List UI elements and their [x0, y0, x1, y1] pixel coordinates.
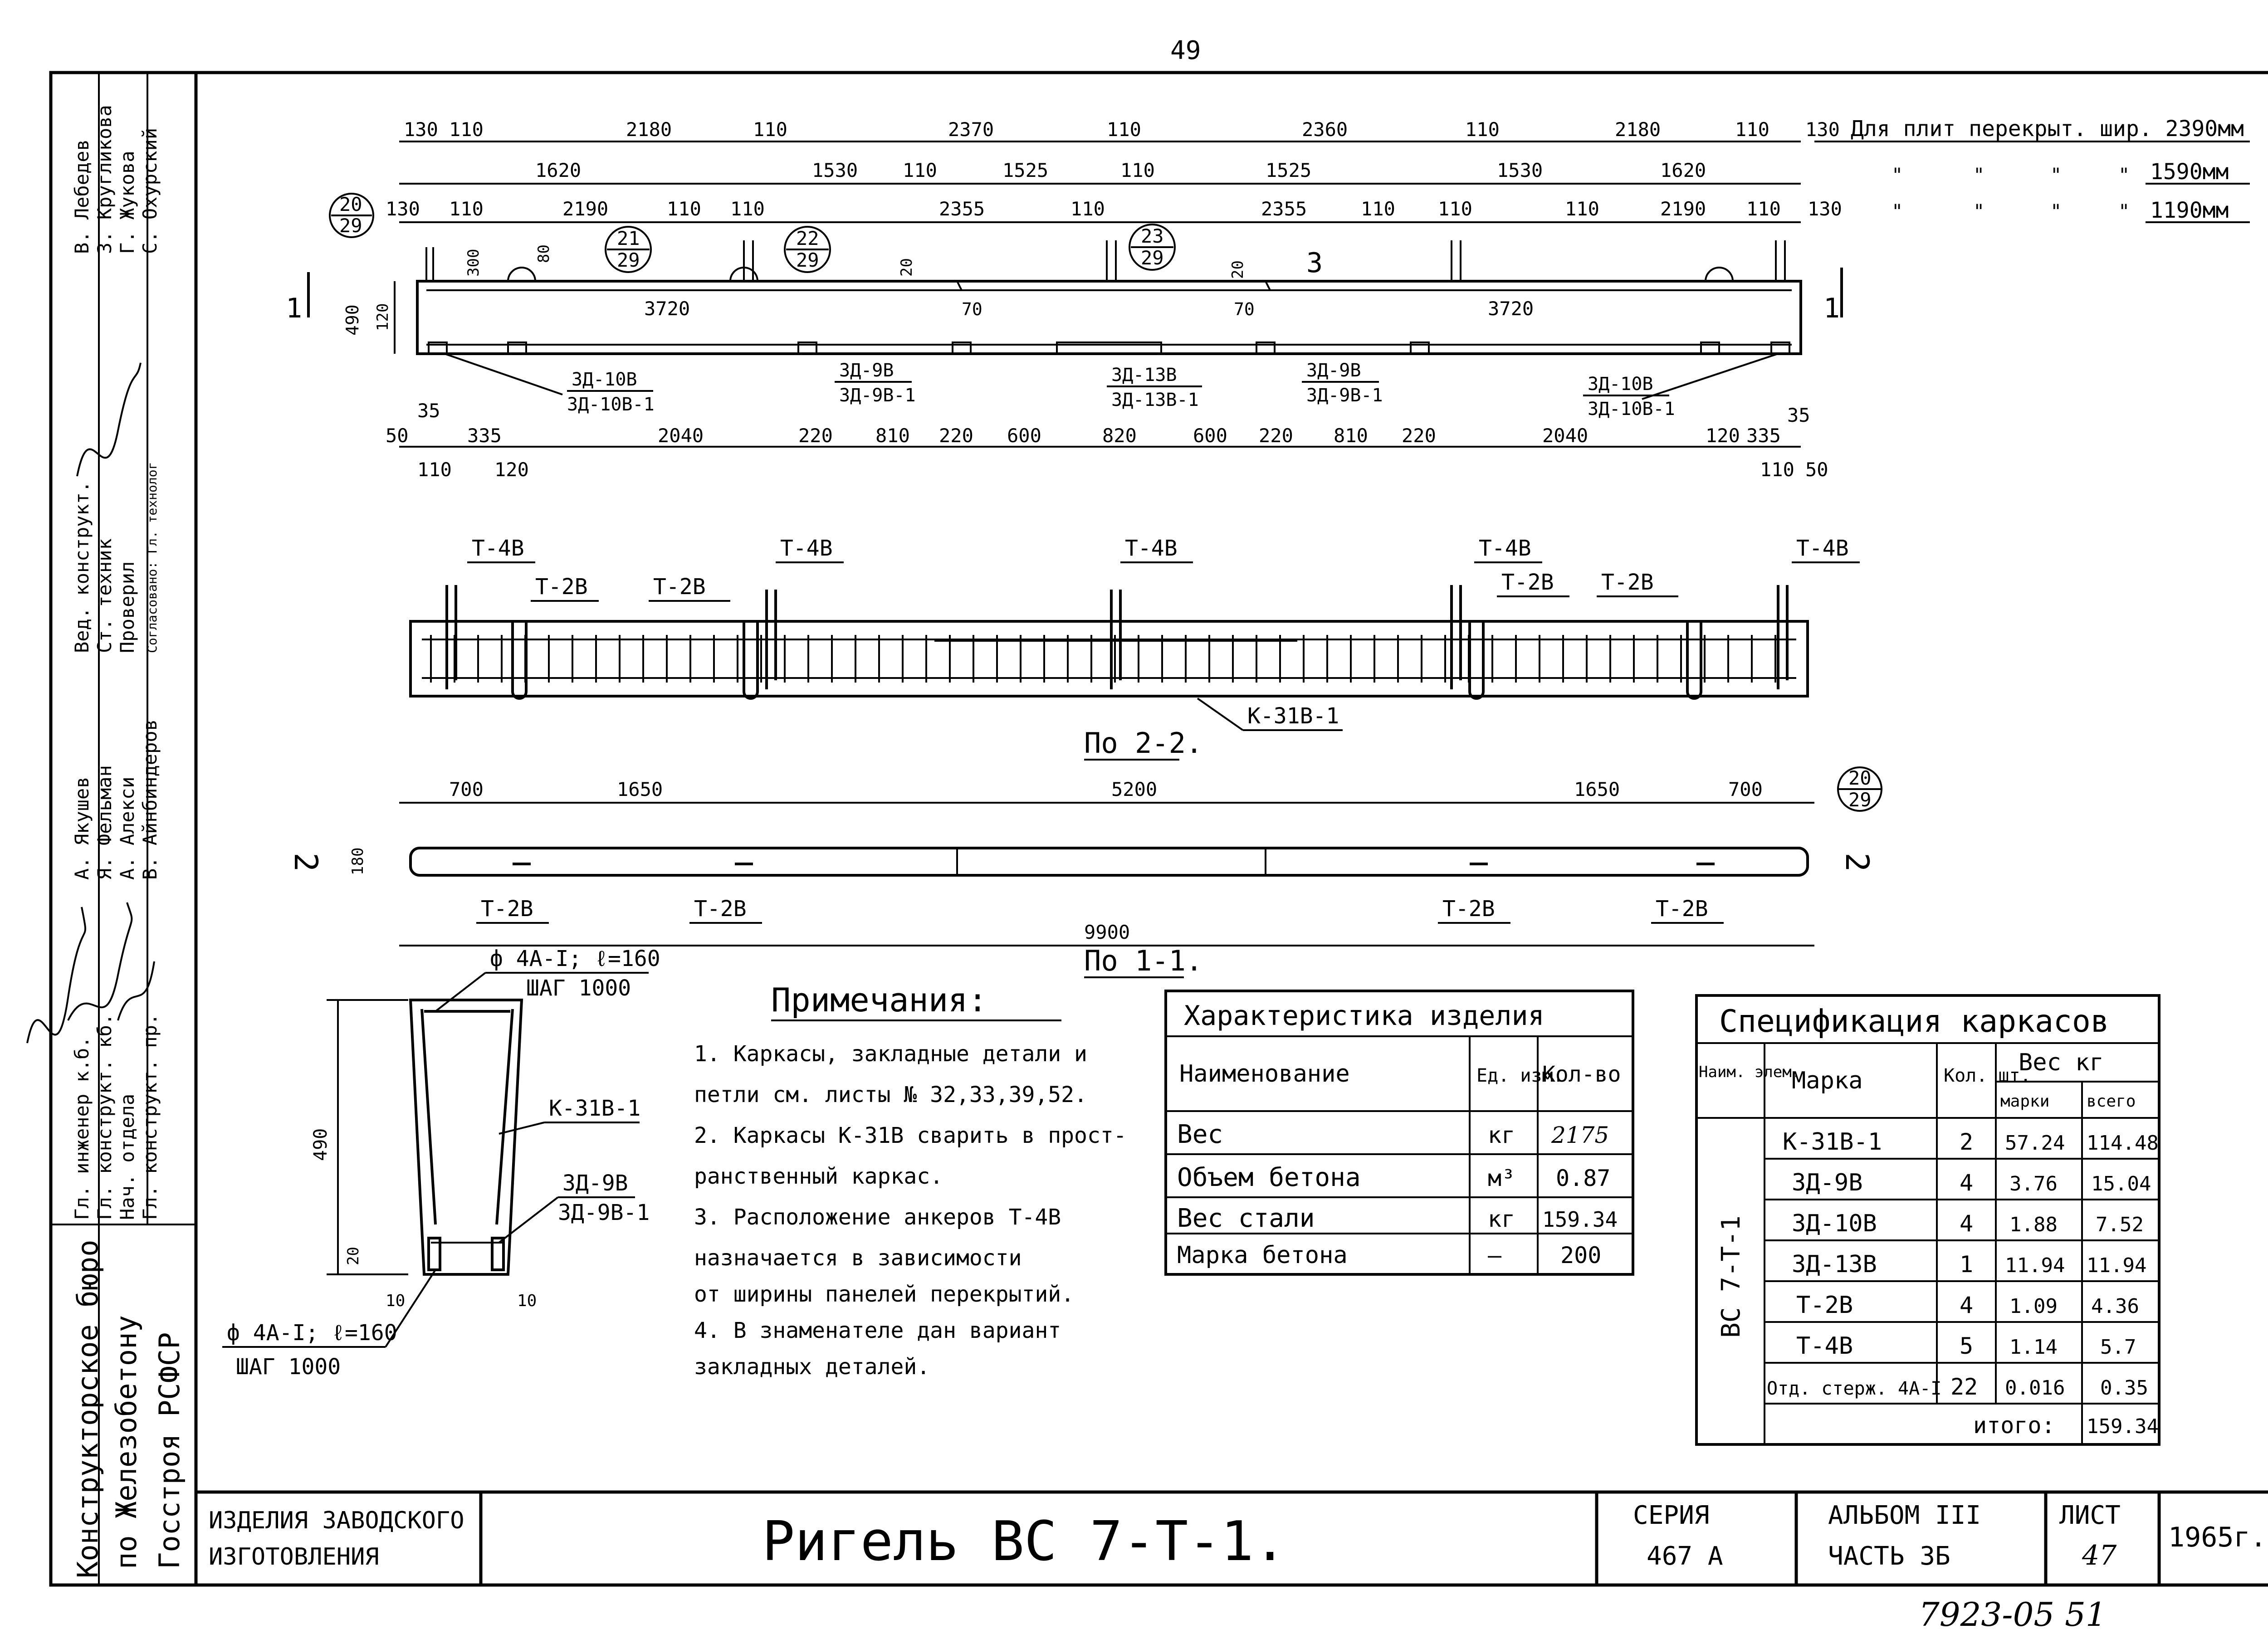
- embed-1b: 3Д-10В-1: [567, 394, 655, 415]
- dim-r3-8: 110: [1361, 198, 1395, 220]
- title-year: 1965г.: [2168, 1522, 2267, 1553]
- bdim-7: 600: [1007, 424, 1041, 447]
- name-3: А. Алекси: [116, 776, 138, 880]
- dim-r3-0: 130: [386, 198, 420, 220]
- small-dim-70a: 70: [962, 299, 982, 319]
- callout-2-den: 29: [617, 249, 640, 271]
- embed-3b: 3Д-13В-1: [1111, 390, 1199, 410]
- role-4: Гл. конструкт. пр.: [139, 1013, 161, 1220]
- specification-table: [1696, 995, 2159, 1444]
- bdim2-3: 50: [1805, 458, 1828, 481]
- bdim-10: 220: [1259, 424, 1293, 447]
- char-r2-qty: 159.34: [1542, 1207, 1618, 1232]
- spec-r1-qty: 4: [1960, 1170, 1974, 1196]
- role-8: Согласовано: Гл. технолог: [145, 462, 160, 653]
- dim-r3-11: 2190: [1660, 198, 1706, 220]
- spec-r2-w: 1.88: [2009, 1213, 2058, 1236]
- callout-1-num: 20: [339, 193, 362, 215]
- dim-r3-12: 110: [1746, 198, 1781, 220]
- dim-v-120: 120: [374, 303, 392, 331]
- small-dim-70b: 70: [1234, 299, 1255, 319]
- ditto-r3-c: ": [2050, 200, 2062, 222]
- characteristics-table: [1166, 991, 1633, 1274]
- s11-callout-num: 20: [1848, 767, 1872, 789]
- dim-r3-9: 110: [1438, 198, 1472, 220]
- bdim-15: 335: [1746, 424, 1781, 447]
- callout-2-num: 21: [617, 227, 640, 249]
- bdim2-1: 120: [494, 458, 529, 481]
- xs-height: 490: [310, 1128, 331, 1161]
- xs-cage: К-31В-1: [549, 1096, 641, 1121]
- dim-r3-6: 110: [1070, 198, 1105, 220]
- callout-3-num: 22: [796, 227, 819, 249]
- callout-4-num: 23: [1141, 225, 1164, 247]
- spec-r5-t: 5.7: [2100, 1336, 2136, 1359]
- bdim-9: 600: [1193, 424, 1227, 447]
- bdim-3: 2040: [658, 424, 704, 447]
- title-sheet-value: 47: [2082, 1540, 2117, 1571]
- spec-r4-t: 4.36: [2091, 1295, 2139, 1318]
- role-1: Гл. инженер к.б.: [71, 1036, 93, 1220]
- spec-r5-w: 1.14: [2009, 1336, 2058, 1359]
- embed-2b: 3Д-9В-1: [839, 385, 916, 406]
- char-h-name: Наименование: [1179, 1060, 1350, 1088]
- char-r1-unit: м³: [1488, 1165, 1515, 1191]
- signature-2: [68, 902, 132, 1020]
- spec-r0-w: 57.24: [2005, 1132, 2065, 1155]
- xs-note-top-2: ШАГ 1000: [526, 976, 631, 1001]
- role-7: Проверил: [116, 561, 138, 653]
- bdim-5: 810: [875, 424, 910, 447]
- spec-r1-mark: 3Д-9В: [1792, 1169, 1863, 1196]
- embed-5a: 3Д-10В: [1588, 374, 1653, 395]
- ditto-r2-d: ": [2118, 164, 2130, 186]
- char-r1-name: Объем бетона: [1177, 1163, 1361, 1192]
- note-line-8: 4. В знаменателе дан вариант: [694, 1318, 1061, 1343]
- title-album: АЛЬБОМ III: [1828, 1501, 1981, 1530]
- char-r2-name: Вес стали: [1177, 1204, 1315, 1233]
- dim-r2-note: 1590мм: [2150, 159, 2229, 185]
- spec-r0-t: 114.48: [2087, 1132, 2159, 1155]
- role-5: Вед. конструкт.: [71, 481, 93, 653]
- ditto-r2-a: ": [1892, 164, 1903, 186]
- spec-r3-mark: 3Д-13В: [1792, 1251, 1877, 1278]
- role-2: Гл. конструкт. кб.: [93, 1013, 116, 1220]
- callout-4-den: 29: [1141, 247, 1164, 269]
- t4b-5: Т-4В: [1796, 536, 1849, 561]
- bdim-1: 35: [417, 400, 440, 422]
- spec-h-mark: Марка: [1792, 1067, 1863, 1094]
- char-r3-unit: —: [1488, 1242, 1502, 1268]
- dim-r1-2: 2180: [626, 118, 672, 141]
- inner-length-2: 3720: [1488, 298, 1534, 320]
- role-6: Ст. техник: [93, 538, 116, 653]
- dim-r3-5: 2355: [939, 198, 985, 220]
- bdim-8: 820: [1102, 424, 1137, 447]
- xs-embed-a: 3Д-9В: [562, 1171, 628, 1196]
- bdim-0: 50: [386, 424, 409, 447]
- name-1: А. Якушев: [71, 776, 93, 880]
- char-h-qty: Кол-во: [1542, 1062, 1621, 1087]
- dim-v-490: 490: [342, 304, 362, 336]
- dim-r2-0: 1620: [535, 159, 582, 181]
- s11-mark-right: 2: [1838, 853, 1876, 872]
- bdim-2: 335: [467, 424, 502, 447]
- dim-r1-4: 2370: [948, 118, 994, 141]
- top-dimensions: [386, 116, 2250, 223]
- s11-dim-3: 1650: [1574, 778, 1620, 800]
- dim-r2-5: 1525: [1266, 159, 1312, 181]
- dim-v-20a: 20: [898, 258, 916, 277]
- cross-section: [222, 946, 660, 1380]
- t2b-4: Т-2В: [1601, 570, 1654, 595]
- bdim2-0: 110: [417, 458, 452, 481]
- t4b-1: Т-4В: [472, 536, 524, 561]
- s11-mark-left: 2: [287, 853, 324, 872]
- s11-callout-den: 29: [1848, 789, 1872, 811]
- dim-r1-5: 110: [1107, 118, 1141, 141]
- s11-dim-2: 5200: [1111, 778, 1158, 800]
- dim-r1-7: 110: [1465, 118, 1500, 141]
- xs-side-2: 10: [517, 1292, 537, 1310]
- ditto-r3-d: ": [2118, 200, 2130, 222]
- spec-r2-mark: 3Д-10В: [1792, 1210, 1877, 1237]
- xs-note-bot-1: ф 4А-I; ℓ=160: [227, 1320, 397, 1346]
- section-mark-left: 1: [286, 293, 303, 324]
- embed-1a: 3Д-10В: [572, 369, 637, 390]
- note-line-1: 1. Каркасы, закладные детали и: [694, 1041, 1087, 1067]
- embed-2a: 3Д-9В: [839, 360, 894, 381]
- dim-v-20b: 20: [1229, 260, 1247, 279]
- t4b-4: Т-4В: [1479, 536, 1531, 561]
- spec-r6-mark: Отд. стерж. 4А-I: [1767, 1378, 1942, 1399]
- title-series-label: СЕРИЯ: [1633, 1501, 1710, 1530]
- s11-t2-4: Т-2В: [1656, 896, 1708, 922]
- dim-r3-13: 130: [1808, 198, 1842, 220]
- note-line-5: 3. Расположение анкеров Т-4В: [694, 1205, 1061, 1230]
- name-4: В. Айнбиндеров: [139, 719, 161, 880]
- spec-r1-t: 15.04: [2091, 1172, 2151, 1195]
- title-left-1: ИЗДЕЛИЯ ЗАВОДСКОГО: [209, 1507, 464, 1534]
- title-left-2: ИЗГОТОВЛЕНИЯ: [209, 1543, 379, 1571]
- spec-h-elem: Наим. элем.: [1699, 1063, 1801, 1081]
- dim-r1-note: Для плит перекрыт. шир. 2390мм: [1851, 116, 2244, 141]
- title-main: Ригель ВС 7-Т-1.: [762, 1510, 1286, 1573]
- xs-note-bot-2: ШАГ 1000: [236, 1354, 341, 1380]
- org-line-2: по Железобетону: [110, 1315, 143, 1569]
- left-strip: [27, 73, 196, 1585]
- char-r1-qty: 0.87: [1556, 1165, 1611, 1191]
- xs-side-1: 10: [386, 1292, 406, 1310]
- callout-3-den: 29: [796, 249, 819, 271]
- dim-r3-3: 110: [667, 198, 701, 220]
- dim-r2-6: 1530: [1497, 159, 1543, 181]
- s11-dim-1: 1650: [617, 778, 663, 800]
- embed-3a: 3Д-13В: [1111, 365, 1177, 385]
- spec-r6-t: 0.35: [2100, 1376, 2148, 1400]
- t2b-1: Т-2В: [535, 574, 588, 600]
- bdim2-2: 110: [1760, 458, 1794, 481]
- char-h-unit: Ед. изм.: [1476, 1065, 1564, 1086]
- note-line-9: закладных деталей.: [694, 1354, 930, 1380]
- dim-r3-10: 110: [1565, 198, 1599, 220]
- note-line-4: ранственный каркас.: [694, 1164, 943, 1189]
- bdim-6: 220: [939, 424, 973, 447]
- ditto-r3-a: ": [1892, 200, 1903, 222]
- section22-title: По 2-2.: [1084, 727, 1203, 760]
- dim-r1-8: 2180: [1615, 118, 1661, 141]
- embed-4b: 3Д-9В-1: [1306, 385, 1383, 406]
- dim-v-80: 80: [535, 244, 553, 263]
- xs-embed-b: 3Д-9В-1: [558, 1200, 650, 1225]
- title-part: ЧАСТЬ 3Б: [1828, 1541, 1950, 1571]
- spec-r3-t: 11.94: [2087, 1254, 2147, 1277]
- section-mark-right: 1: [1823, 293, 1840, 324]
- org-line-3: Госстроя РСФСР: [153, 1332, 186, 1569]
- spec-r3-qty: 1: [1960, 1251, 1974, 1278]
- elevation-view: [286, 193, 1842, 481]
- ditto-r2-c: ": [2050, 164, 2062, 186]
- embed-4a: 3Д-9В: [1306, 360, 1361, 381]
- page-number: 49: [1170, 36, 1201, 65]
- signature-4: [77, 363, 141, 476]
- role-3: Нач. отдела: [116, 1093, 138, 1220]
- char-r0-qty: 2175: [1551, 1122, 1609, 1148]
- spec-title: Спецификация каркасов: [1719, 1004, 2109, 1039]
- s11-t2-1: Т-2В: [481, 896, 533, 922]
- dim-r2-7: 1620: [1660, 159, 1706, 181]
- bdim-13: 2040: [1542, 424, 1589, 447]
- spec-sh-total: всего: [2087, 1092, 2136, 1111]
- bdim-16: 35: [1787, 404, 1810, 426]
- spec-r4-mark: Т-2В: [1796, 1292, 1853, 1319]
- s11-height: 180: [349, 847, 367, 875]
- ditto-r2-b: ": [1973, 164, 1985, 186]
- dim-r2-4: 110: [1120, 159, 1155, 181]
- stirrups: [431, 635, 1775, 683]
- note-line-2: петли см. листы № 32,33,39,52.: [694, 1082, 1087, 1107]
- dim-r3-note: 1190мм: [2150, 198, 2229, 223]
- dim-r3-1: 110: [449, 198, 484, 220]
- section-mark-3: 3: [1306, 247, 1323, 279]
- notes: [694, 981, 1127, 1380]
- bottom-code: 7923-05 51: [1919, 1595, 2107, 1634]
- s11-t2-2: Т-2В: [694, 896, 747, 922]
- t4b-2: Т-4В: [780, 536, 833, 561]
- notes-title: Примечания:: [771, 981, 987, 1019]
- char-title: Характеристика изделия: [1184, 1000, 1545, 1032]
- t2b-3: Т-2В: [1501, 570, 1554, 595]
- name-2: Я. Фельман: [93, 765, 116, 880]
- char-r3-name: Марка бетона: [1177, 1242, 1348, 1269]
- spec-h-weight: Вес кг: [2019, 1049, 2104, 1076]
- name-8: С. Охурский: [139, 127, 161, 254]
- spec-total-label: итого:: [1973, 1412, 2055, 1439]
- char-r0-name: Вес: [1177, 1120, 1223, 1149]
- t2b-2: Т-2В: [653, 574, 706, 600]
- dim-r2-1: 1530: [812, 159, 858, 181]
- section11-title: По 1-1.: [1084, 944, 1203, 977]
- note-line-7: от ширины панелей перекрытий.: [694, 1282, 1075, 1307]
- signature-3: [118, 961, 154, 1020]
- spec-r1-w: 3.76: [2009, 1172, 2058, 1195]
- title-sheet-label: ЛИСТ: [2059, 1501, 2121, 1530]
- spec-r4-w: 1.09: [2009, 1295, 2058, 1318]
- xs-note-top-1: ф 4А-I; ℓ=160: [490, 946, 660, 971]
- dim-v-300: 300: [464, 249, 483, 277]
- s11-dim-0: 700: [449, 778, 484, 800]
- section-2-2: [411, 536, 1860, 760]
- dim-r1-9: 110: [1735, 118, 1769, 141]
- spec-r0-qty: 2: [1960, 1129, 1974, 1155]
- char-r3-qty: 200: [1560, 1242, 1602, 1268]
- spec-r5-mark: Т-4В: [1796, 1332, 1853, 1360]
- inner-length-1: 3720: [644, 298, 690, 320]
- bdim-14: 120: [1706, 424, 1740, 447]
- name-5: В. Лебедев: [71, 139, 93, 254]
- spec-r4-qty: 4: [1960, 1292, 1974, 1318]
- s11-dim-4: 700: [1728, 778, 1763, 800]
- spec-r6-w: 0.016: [2005, 1376, 2065, 1400]
- org-line-1: Конструкторское бюро: [71, 1239, 104, 1578]
- dim-r3-7: 2355: [1261, 198, 1307, 220]
- embed-5b: 3Д-10В-1: [1588, 399, 1675, 419]
- dim-r1-1: 110: [449, 118, 484, 141]
- cage-k31: К-31В-1: [1247, 703, 1339, 729]
- dim-r1-0: 130: [404, 118, 438, 141]
- spec-r0-mark: К-31В-1: [1783, 1128, 1882, 1156]
- dim-r1-6: 2360: [1302, 118, 1348, 141]
- spec-r2-qty: 4: [1960, 1210, 1974, 1237]
- name-6: З. Кругликова: [93, 105, 116, 254]
- dim-r2-2: 110: [903, 159, 937, 181]
- spec-r2-t: 7.52: [2096, 1213, 2144, 1236]
- char-r0-unit: кг: [1488, 1122, 1515, 1148]
- spec-sh-mark: марки: [2000, 1092, 2050, 1111]
- name-7: Г. Жукова: [116, 151, 138, 254]
- spec-total-value: 159.34: [2087, 1415, 2159, 1438]
- bdim-12: 220: [1402, 424, 1436, 447]
- callout-1-den: 29: [339, 215, 362, 237]
- spec-r3-w: 11.94: [2005, 1254, 2065, 1277]
- char-r2-unit: кг: [1488, 1206, 1515, 1232]
- dim-r3-4: 110: [730, 198, 765, 220]
- dim-r3-2: 2190: [562, 198, 609, 220]
- spec-r6-qty: 22: [1950, 1374, 1978, 1400]
- xs-bottom: 20: [344, 1247, 362, 1265]
- note-line-3: 2. Каркасы К-31В сварить в прост-: [694, 1123, 1127, 1148]
- note-line-6: назначается в зависимости: [694, 1245, 1022, 1271]
- title-series-value: 467 А: [1647, 1541, 1723, 1571]
- main-frame: [196, 73, 2268, 1585]
- spec-element: ВС 7-Т-1: [1716, 1215, 1746, 1338]
- t4b-3: Т-4В: [1125, 536, 1178, 561]
- bdim-11: 810: [1334, 424, 1368, 447]
- dim-r1-10: 130: [1805, 118, 1840, 141]
- s11-t2-3: Т-2В: [1442, 896, 1495, 922]
- spec-h-qty: Кол. шт.: [1944, 1065, 2031, 1086]
- signature-1: [27, 907, 85, 1043]
- bdim-4: 220: [798, 424, 833, 447]
- dim-r2-3: 1525: [1002, 159, 1049, 181]
- ditto-r3-b: ": [1973, 200, 1985, 222]
- s11-total: 9900: [1084, 921, 1130, 943]
- dim-r1-3: 110: [753, 118, 787, 141]
- spec-r5-qty: 5: [1960, 1333, 1974, 1359]
